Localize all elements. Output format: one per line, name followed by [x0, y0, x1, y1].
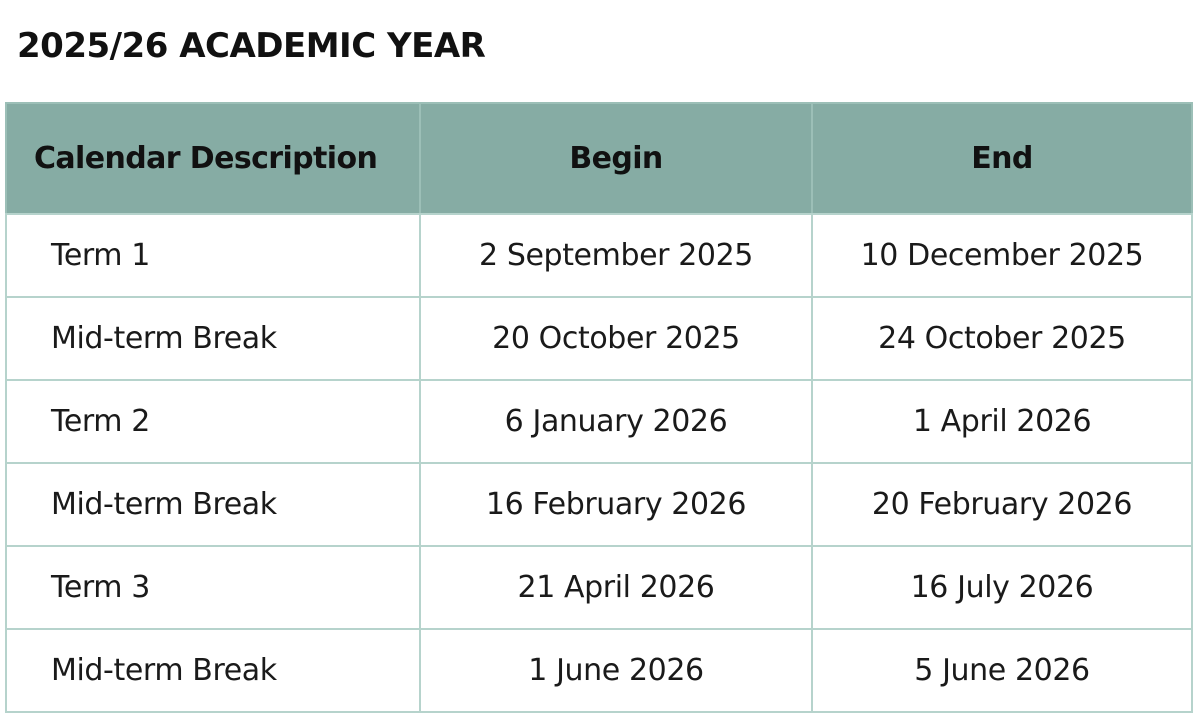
cell-description: Term 2	[6, 380, 420, 463]
academic-calendar-table	[5, 102, 1193, 713]
cell-end-date: 1 April 2026	[812, 380, 1192, 463]
cell-description: Mid-term Break	[6, 629, 420, 712]
table-header	[6, 103, 1192, 214]
cell-end-date: 16 July 2026	[812, 546, 1192, 629]
column-header-end: End	[812, 103, 1192, 214]
table-row	[6, 380, 1192, 463]
cell-description: Mid-term Break	[6, 463, 420, 546]
cell-begin-date: 1 June 2026	[420, 629, 812, 712]
cell-end-date: 10 December 2025	[812, 214, 1192, 297]
cell-description: Mid-term Break	[6, 297, 420, 380]
column-header-begin: Begin	[420, 103, 812, 214]
cell-end-date: 24 October 2025	[812, 297, 1192, 380]
cell-description: Term 1	[6, 214, 420, 297]
cell-begin-date: 16 February 2026	[420, 463, 812, 546]
cell-begin-date: 20 October 2025	[420, 297, 812, 380]
table-row	[6, 629, 1192, 712]
cell-end-date: 20 February 2026	[812, 463, 1192, 546]
cell-end-date: 5 June 2026	[812, 629, 1192, 712]
page-title: 2025/26 ACADEMIC YEAR	[17, 26, 486, 66]
header-row	[6, 103, 1192, 214]
table-row	[6, 546, 1192, 629]
table-row	[6, 214, 1192, 297]
cell-begin-date: 2 September 2025	[420, 214, 812, 297]
column-header-calendar-description: Calendar Description	[6, 103, 420, 214]
cell-begin-date: 21 April 2026	[420, 546, 812, 629]
table-body	[6, 214, 1192, 712]
cell-description: Term 3	[6, 546, 420, 629]
table-row	[6, 297, 1192, 380]
table-row	[6, 463, 1192, 546]
cell-begin-date: 6 January 2026	[420, 380, 812, 463]
